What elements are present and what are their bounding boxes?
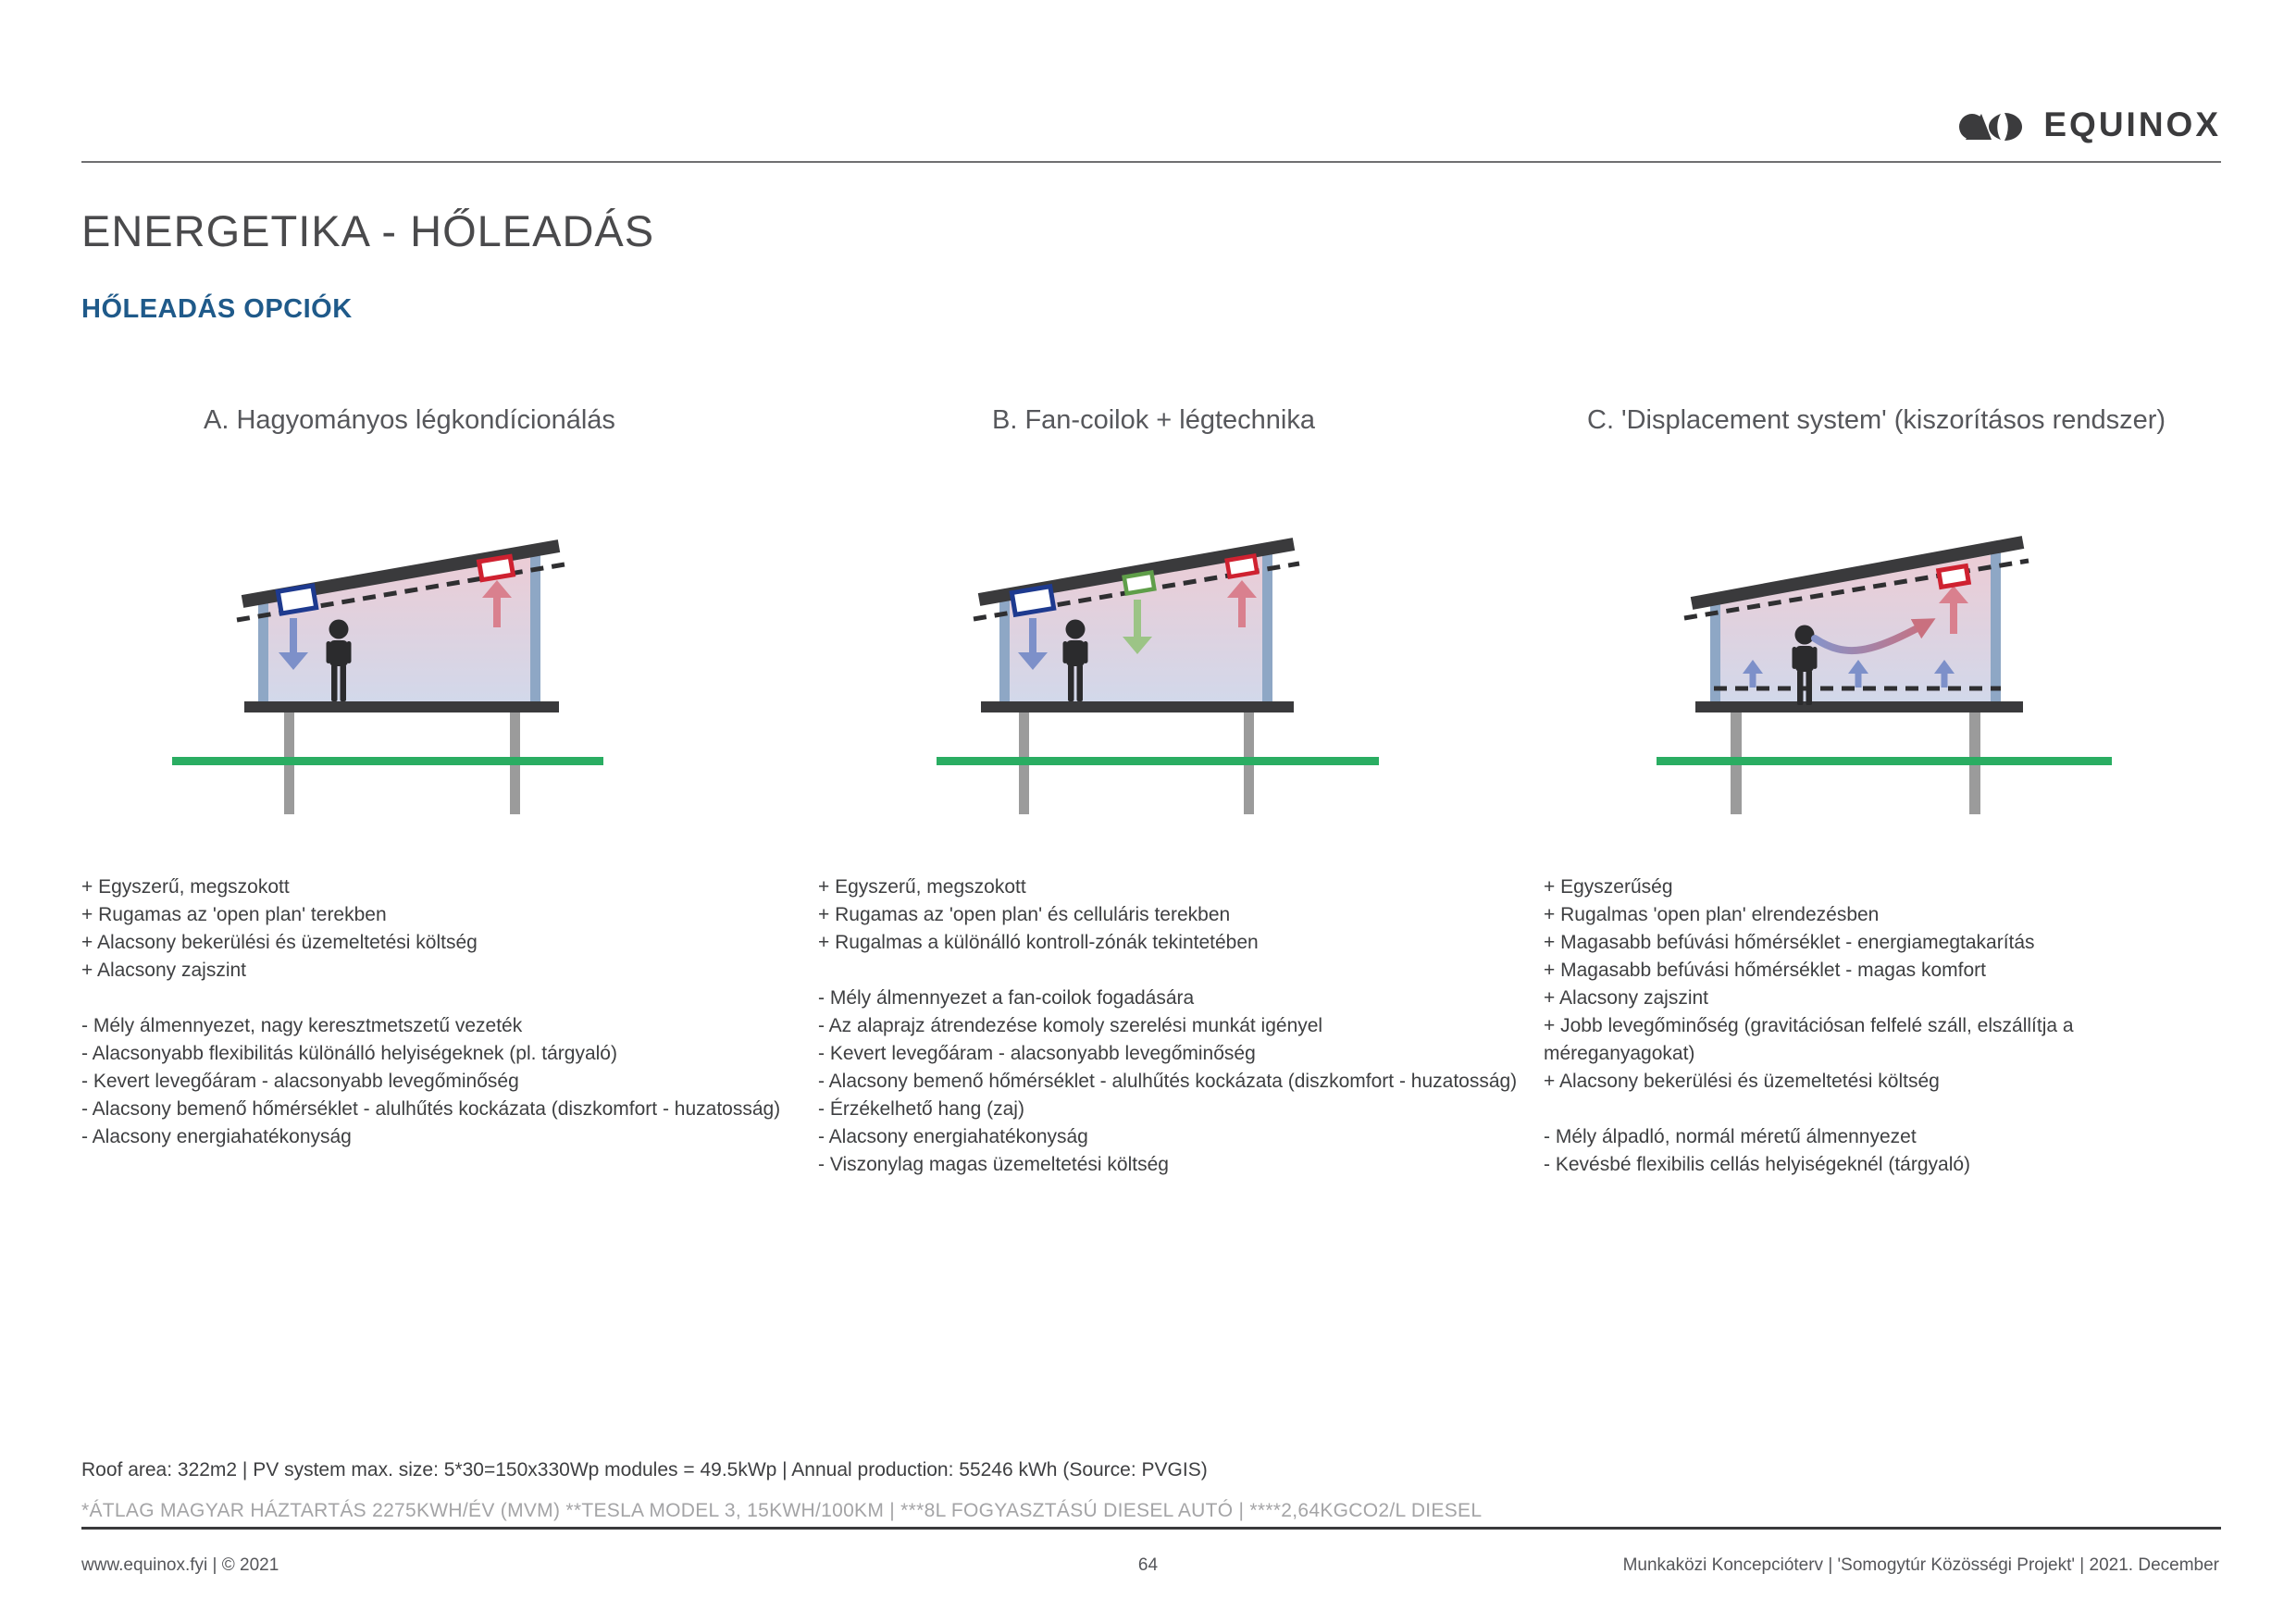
equinox-logo-text: EQUINOX (2043, 105, 2221, 143)
left-wall (258, 596, 268, 701)
note-line: - Alacsony bemenő hőmérséklet - alulhűtés kockázata (diszkomfort - huzatosság) (81, 1098, 781, 1120)
equinox-logo-icon (1958, 104, 2030, 146)
note-line: - Alacsony energiahatékonyság (81, 1126, 352, 1147)
option-a-notes (81, 873, 803, 1151)
page-title: ENERGETIKA - HŐLEADÁS (81, 206, 655, 255)
note-line: + Rugalmas a különálló kontroll-zónák tekintetében (818, 932, 1259, 953)
extract-unit-red (1227, 556, 1258, 577)
footer-divider (81, 1527, 2221, 1530)
note-line: + Egyszerűség (1544, 876, 1673, 898)
floor-slab (1695, 701, 2023, 712)
left-wall (999, 594, 1010, 701)
note-line: + Egyszerű, megszokott (81, 876, 290, 898)
diagram-b-fan-coils (925, 518, 1388, 824)
footer-project-info: Munkaközi Koncepcióterv | 'Somogytúr Közösségi Projekt' | 2021. December (1622, 1555, 2219, 1575)
note-line: + Alacsony zajszint (1544, 987, 1709, 1009)
note-line: + Magasabb befúvási hőmérséklet - magas komfort (1544, 960, 1986, 981)
note-line: - Alacsonyabb flexibilitás különálló helyiségeknek (pl. tárgyaló) (81, 1043, 617, 1064)
note-line: + Egyszerű, megszokott (818, 876, 1026, 898)
note-line: + Magasabb befúvási hőmérséklet - energiamegtakarítás (1544, 932, 2035, 953)
note-line (81, 985, 803, 1012)
right-wall (1991, 550, 2001, 701)
note-line: - Kevésbé flexibilis cellás helyiségeknél (tárgyaló) (1544, 1154, 1971, 1175)
note-line: - Mély álmennyezet a fan-coilok fogadására (818, 987, 1195, 1009)
fan-coil-unit-green (1124, 573, 1155, 594)
note-line (1544, 1096, 2219, 1123)
note-line: + Rugamas az 'open plan' terekben (81, 904, 387, 925)
footnote-pv-data: Roof area: 322m2 | PV system max. size: 5*30=150x330Wp modules = 49.5kWp | Annual production: 55246 kWh (Source: PVGIS) (81, 1459, 1208, 1481)
option-c-heading: C. 'Displacement system' (kiszorításos rendszer) (1587, 405, 2166, 435)
option-b-heading: B. Fan-coilok + légtechnika (992, 405, 1315, 435)
diagram-a-traditional-ac (172, 518, 635, 824)
equinox-logo (1958, 104, 2221, 146)
note-line: - Alacsony bemenő hőmérséklet - alulhűtés kockázata (diszkomfort - huzatosság) (818, 1071, 1518, 1092)
note-line: + Rugalmas 'open plan' elrendezésben (1544, 904, 1880, 925)
option-a-heading: A. Hagyományos légkondícionálás (204, 405, 615, 435)
diagram-c-displacement (1657, 518, 2119, 824)
extract-unit-red (1939, 566, 1969, 588)
footer-page-number: 64 (1137, 1555, 1159, 1575)
note-line (818, 957, 1540, 985)
supply-unit-blue (1011, 587, 1053, 615)
extract-unit-red (479, 556, 514, 579)
section-subtitle: HŐLEADÁS OPCIÓK (81, 294, 353, 324)
note-line: - Viszonylag magas üzemeltetési költség (818, 1154, 1169, 1175)
floor-slab (981, 701, 1294, 712)
footnote-references: *ÁTLAG MAGYAR HÁZTARTÁS 2275KWH/ÉV (MVM) **TESLA MODEL 3, 15KWH/100KM | ***8L FOGYASZTÁSÚ DIESEL AUTÓ | ****2,64KGCO2/L DIESEL (81, 1500, 1483, 1521)
option-c-notes (1544, 873, 2219, 1179)
note-line: - Alacsony energiahatékonyság (818, 1126, 1088, 1147)
right-wall (1262, 548, 1272, 701)
note-line: + Alacsony bekerülési és üzemeltetési költség (81, 932, 478, 953)
note-line: + Jobb levegőminőség (gravitációsan felfelé száll, elszállítja a méreganyagokat) (1544, 1015, 2074, 1064)
note-line: - Az alaprajz átrendezése komoly szerelési munkát igényel (818, 1015, 1323, 1036)
ground-line (937, 757, 1379, 765)
note-line: - Mély álpadló, normál méretű álmennyezet (1544, 1126, 1917, 1147)
option-b-notes (818, 873, 1540, 1179)
ground-line (1657, 757, 2112, 765)
supply-unit-blue (278, 586, 316, 613)
note-line: - Érzékelhető hang (zaj) (818, 1098, 1024, 1120)
note-line: - Mély álmennyezet, nagy keresztmetszetű vezeték (81, 1015, 523, 1036)
floor-slab (244, 701, 559, 712)
note-line: + Alacsony zajszint (81, 960, 247, 981)
ground-line (172, 757, 603, 765)
note-line: + Alacsony bekerülési és üzemeltetési költség (1544, 1071, 1940, 1092)
header-divider (81, 161, 2221, 163)
footer-website: www.equinox.fyi | © 2021 (81, 1555, 279, 1575)
note-line: - Kevert levegőáram - alacsonyabb levegőminőség (818, 1043, 1256, 1064)
note-line: - Kevert levegőáram - alacsonyabb levegőminőség (81, 1071, 519, 1092)
note-line: + Rugamas az 'open plan' és celluláris terekben (818, 904, 1231, 925)
